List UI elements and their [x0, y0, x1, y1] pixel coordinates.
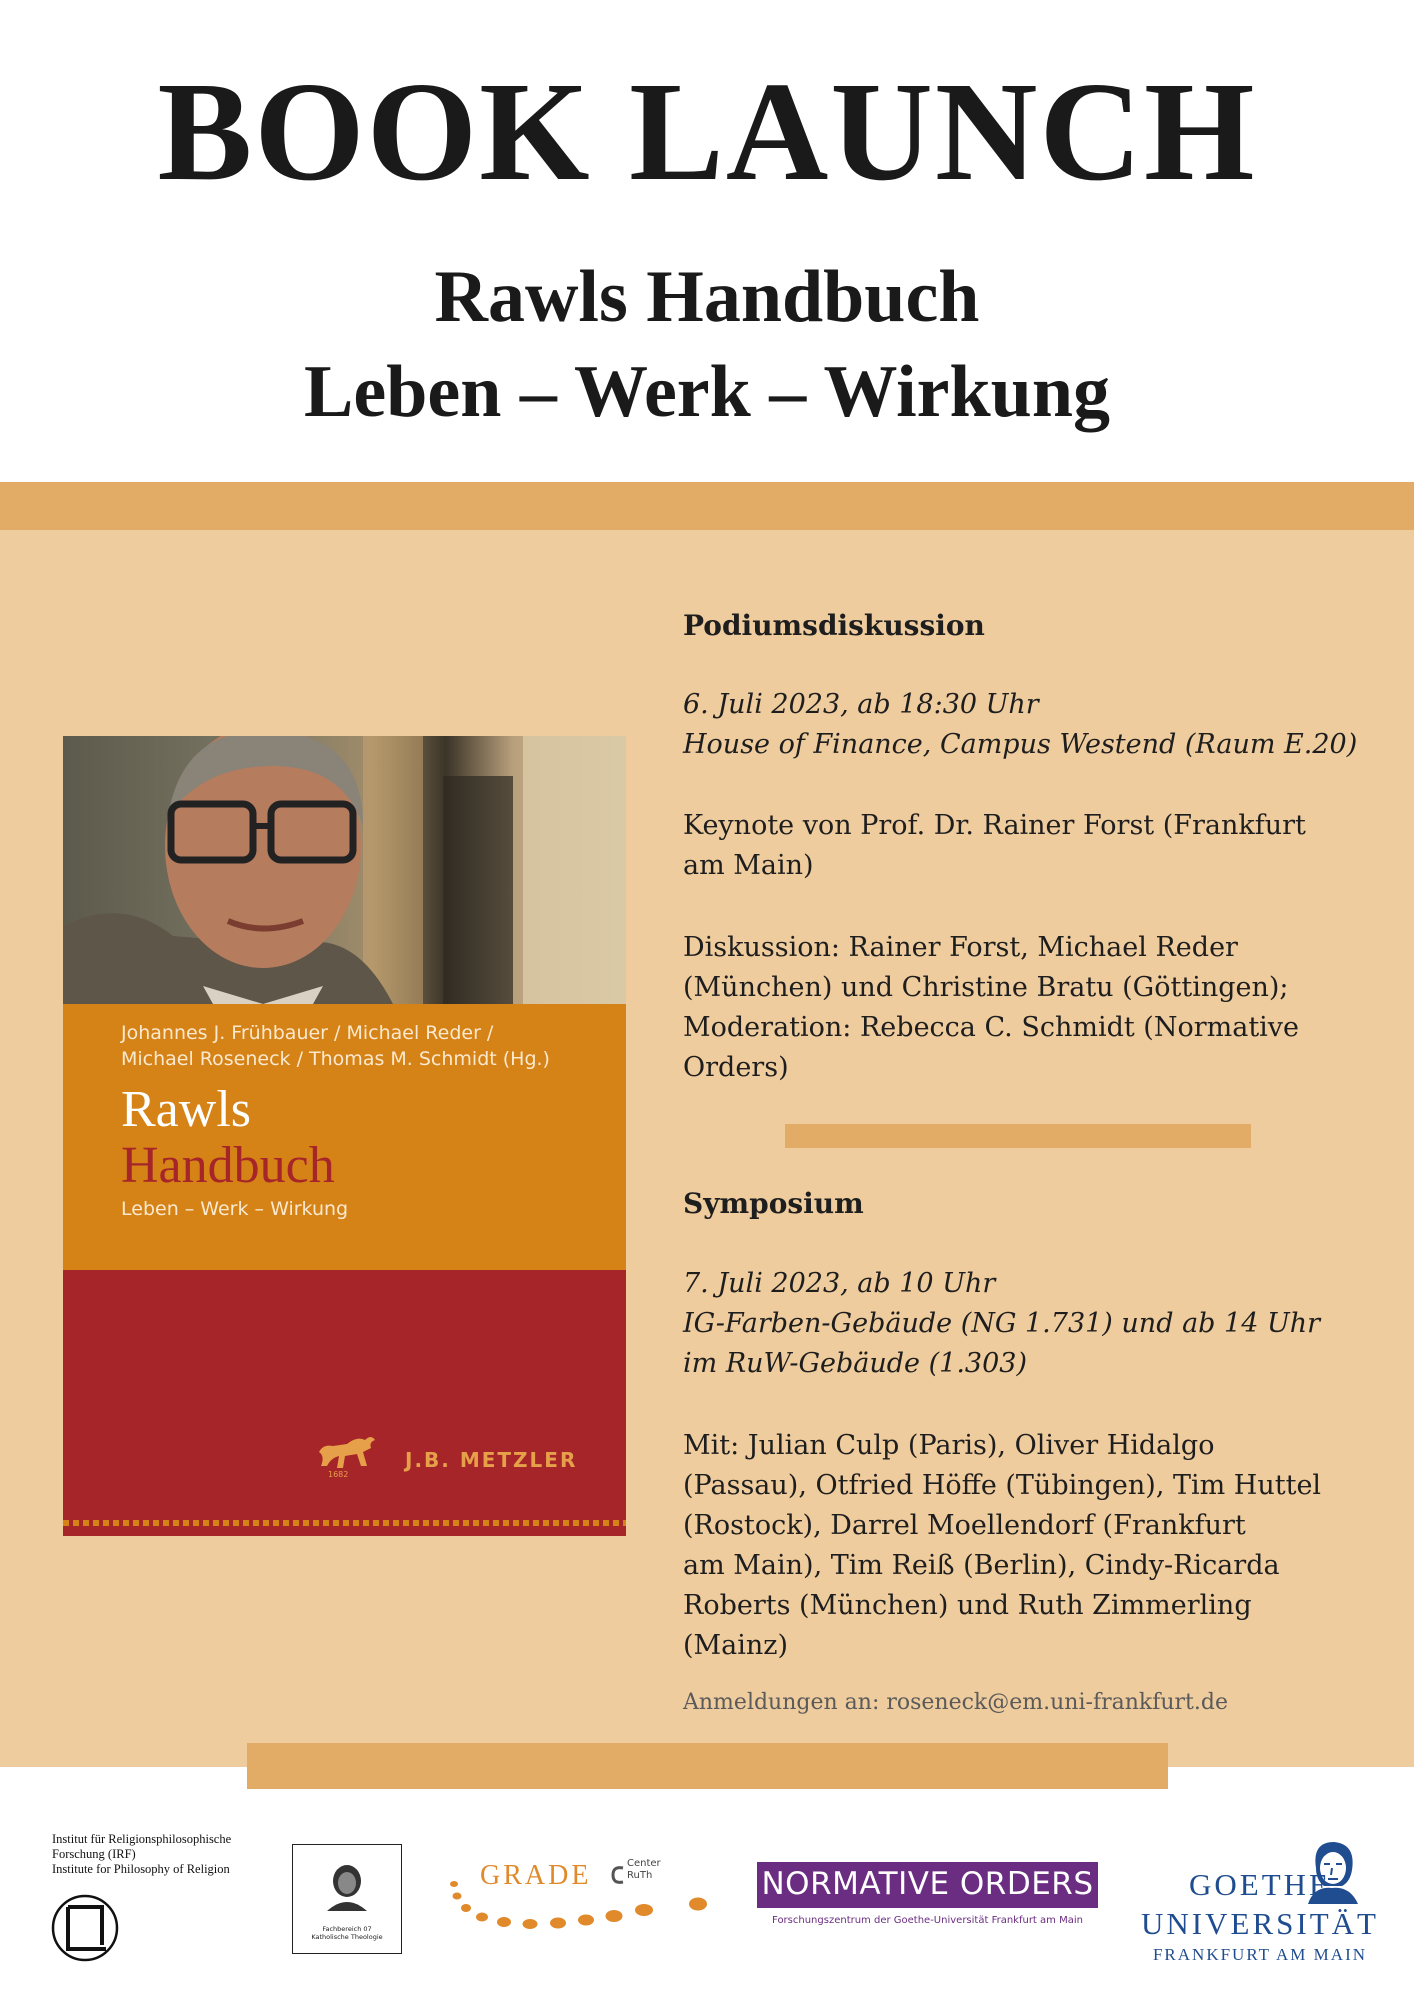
- fb07-text: [292, 1925, 402, 1941]
- symposium-participants-line3: (Rostock), Darrel Moellendorf (Frankfurt: [683, 1510, 1246, 1541]
- bottom-divider: [247, 1743, 1168, 1789]
- podium-discussion-line1: Diskussion: Rainer Forst, Michael Reder: [683, 932, 1238, 963]
- symposium-location-line1: IG-Farben-Gebäude (NG 1.731) und ab 14 Uhr: [683, 1308, 1321, 1339]
- cover-editors-line2: Michael Roseneck / Thomas M. Schmidt (Hg.): [121, 1048, 550, 1070]
- cover-title-line2: Handbuch: [121, 1137, 335, 1194]
- symposium-heading: Symposium: [683, 1187, 864, 1220]
- irf-logo-text: [52, 1832, 231, 1877]
- grade-sub-line2: RuTh: [627, 1870, 653, 1881]
- cover-portrait-photo: [63, 736, 626, 1004]
- symposium-participants-line2: (Passau), Otfried Höffe (Tübingen), Tim Huttel: [683, 1470, 1322, 1501]
- publisher-year: 1682: [328, 1470, 349, 1479]
- podium-discussion-line4: Orders): [683, 1052, 789, 1083]
- normative-orders-subtitle: Forschungszentrum der Goethe-Universität Frankfurt am Main: [772, 1915, 1083, 1926]
- podium-location: House of Finance, Campus Westend (Raum E.20): [683, 729, 1358, 760]
- irf-logo-icon: [50, 1893, 120, 1963]
- podium-discussion-line2: (München) und Christine Bratu (Göttingen);: [683, 972, 1289, 1003]
- goethe-line2: UNIVERSITÄT: [1141, 1906, 1379, 1941]
- horse-logo-icon: [313, 1426, 393, 1474]
- irf-line3: Institute for Philosophy of Religion: [52, 1862, 230, 1876]
- podium-date: 6. Juli 2023, ab 18:30 Uhr: [683, 689, 1039, 720]
- symposium-location-line2: im RuW-Gebäude (1.303): [683, 1348, 1027, 1379]
- fb07-line2: Katholische Theologie: [311, 1933, 383, 1941]
- symposium-participants-line1: Mit: Julian Culp (Paris), Oliver Hidalgo: [683, 1430, 1215, 1461]
- goethe-line1: GOETHE: [1189, 1867, 1331, 1902]
- cover-subtitle: Leben – Werk – Wirkung: [121, 1198, 349, 1220]
- podium-heading: Podiumsdiskussion: [683, 609, 985, 642]
- section-divider: [785, 1124, 1251, 1148]
- band-top-stripe: [0, 482, 1414, 530]
- cover-editors-line1: Johannes J. Frühbauer / Michael Reder /: [121, 1022, 494, 1044]
- goethe-portrait-small-icon: [293, 1845, 401, 1925]
- grade-dots-icon: [444, 1870, 714, 1940]
- publisher-name: J.B. METZLER: [405, 1448, 578, 1472]
- podium-discussion-line3: Moderation: Rebecca C. Schmidt (Normative: [683, 1012, 1300, 1043]
- fb07-line1: Fachbereich 07: [322, 1925, 372, 1933]
- portrait-illustration: [63, 736, 626, 1004]
- poster-subtitle-line2: Leben – Werk – Wirkung: [304, 351, 1110, 433]
- cover-ornament-strip: [63, 1520, 626, 1526]
- normative-orders-title: NORMATIVE ORDERS: [761, 1866, 1094, 1902]
- grade-sub-line1: Center: [627, 1858, 661, 1869]
- podium-keynote-line1: Keynote von Prof. Dr. Rainer Forst (Frankfurt: [683, 810, 1306, 841]
- symposium-participants-line6: (Mainz): [683, 1630, 789, 1661]
- podium-keynote-line2: am Main): [683, 850, 814, 881]
- irf-line1: Institut für Religionsphilosophische: [52, 1832, 232, 1846]
- poster-title: BOOK LAUNCH: [157, 52, 1257, 210]
- symposium-participants-line4: am Main), Tim Reiß (Berlin), Cindy-Ricarda: [683, 1550, 1280, 1581]
- cover-title-line1: Rawls: [121, 1081, 251, 1138]
- grade-logo-text: GRADE: [480, 1860, 592, 1891]
- registration-contact: Anmeldungen an: roseneck@em.uni-frankfurt.de: [683, 1690, 1228, 1715]
- goethe-line3: FRANKFURT AM MAIN: [1152, 1945, 1368, 1964]
- book-cover: [63, 736, 626, 1536]
- symposium-date: 7. Juli 2023, ab 10 Uhr: [683, 1268, 996, 1299]
- symposium-participants-line5: Roberts (München) und Ruth Zimmerling: [683, 1590, 1252, 1621]
- irf-line2: Forschung (IRF): [52, 1847, 136, 1861]
- poster-subtitle-line1: Rawls Handbuch: [434, 256, 980, 338]
